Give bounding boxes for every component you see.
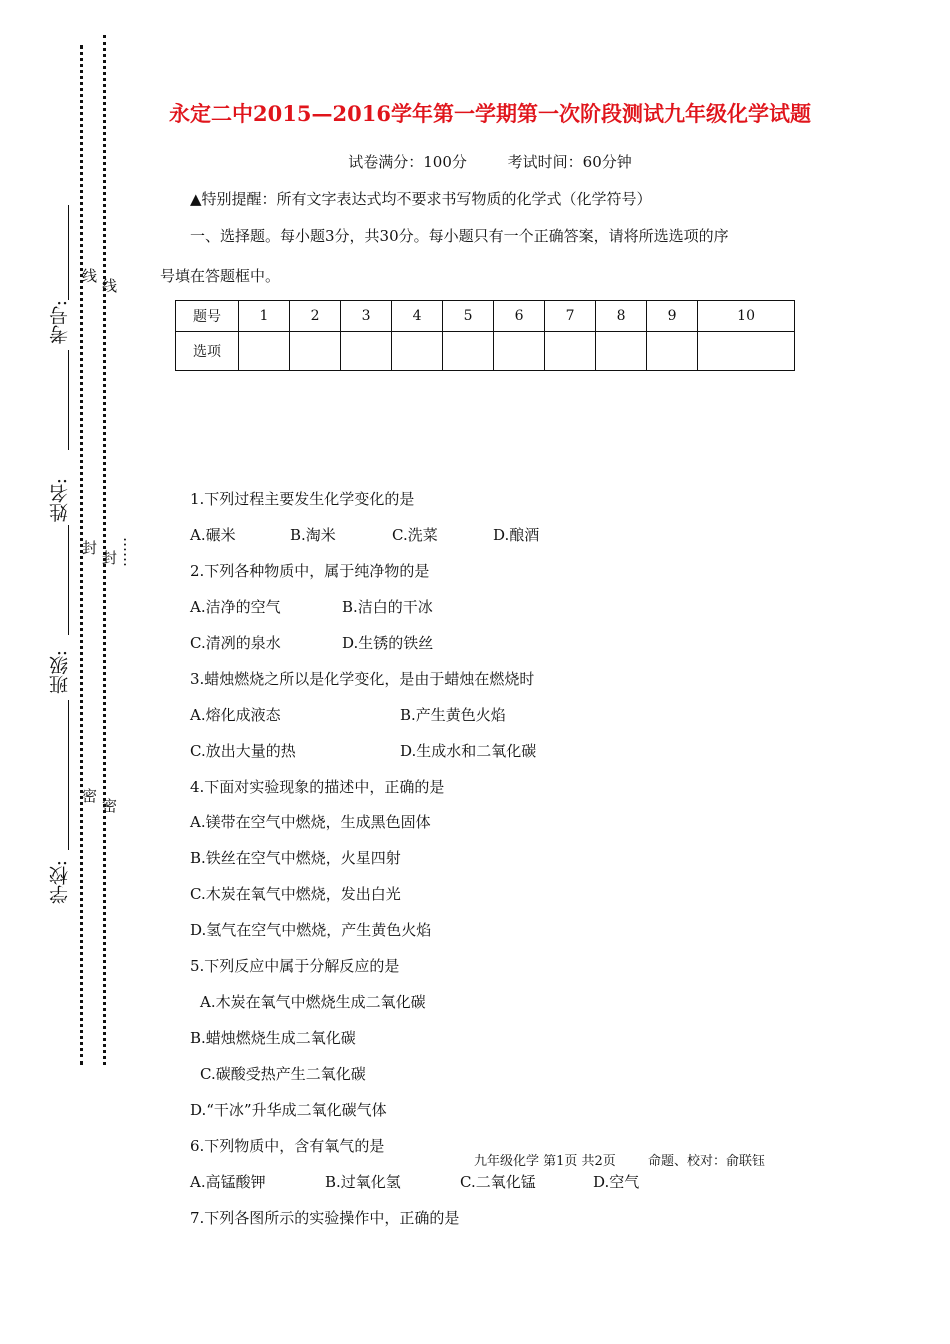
question-3-option-d: D.生成水和二氧化碳 <box>400 742 537 760</box>
question-5-option-a: A.木炭在氧气中燃烧生成二氧化碳 <box>200 993 426 1011</box>
seal-line-mark-1: 线 <box>80 268 98 283</box>
page-number: 九年级化学 第1页 共2页 <box>474 1154 616 1169</box>
answer-table-num: 1 <box>239 301 290 332</box>
question-6-option-a: A.高锰酸钾 <box>190 1173 266 1191</box>
page-footer <box>474 1150 793 1169</box>
question-3-stem: 3.蜡烛燃烧之所以是化学变化，是由于蜡烛在燃烧时 <box>190 670 535 688</box>
seal-secret-mark-2: 密 <box>100 798 118 813</box>
question-1-stem: 1.下列过程主要发生化学变化的是 <box>190 490 415 508</box>
question-1-option-b: B.淘米 <box>290 526 336 544</box>
question-3-option-a: A.熔化成液态 <box>190 706 281 724</box>
answer-cell[interactable] <box>698 332 795 371</box>
name-underline <box>68 525 69 635</box>
question-4-option-d: D.氢气在空气中燃烧，产生黄色火焰 <box>190 921 432 939</box>
exam-time: 考试时间：60分钟 <box>507 153 632 171</box>
question-3-option-c: C.放出大量的热 <box>190 742 296 760</box>
school-label: 学校: <box>49 860 71 905</box>
exam-title: 永定二中2015—2016学年第一学期第一次阶段测试九年级化学试题 <box>169 101 811 126</box>
question-6-option-d: D.空气 <box>593 1173 640 1191</box>
question-6-option-c: C.二氧化锰 <box>460 1173 536 1191</box>
seal-line-mark-2: 线 <box>100 278 118 293</box>
answer-table-num: 4 <box>392 301 443 332</box>
binding-dotted-line-inner <box>80 45 83 1065</box>
answer-cell[interactable] <box>545 332 596 371</box>
question-4-option-c: C.木炭在氧气中燃烧，发出白光 <box>190 885 401 903</box>
question-1-option-d: D.酿酒 <box>493 526 540 544</box>
answer-table-num: 8 <box>596 301 647 332</box>
question-1-option-c: C.洗菜 <box>392 526 438 544</box>
answer-cell[interactable] <box>443 332 494 371</box>
name-label: 姓名: <box>49 478 71 523</box>
answer-table-num: 10 <box>698 301 795 332</box>
answer-table-num: 5 <box>443 301 494 332</box>
question-1-option-a: A.碾米 <box>190 526 236 544</box>
class-underline <box>68 700 69 850</box>
answer-table-num: 7 <box>545 301 596 332</box>
seal-secret-mark-1: 密 <box>80 788 98 803</box>
author-credit: 命题、校对：俞联钰 <box>647 1154 765 1169</box>
full-score: 试卷满分：100分 <box>348 153 467 171</box>
question-2-option-d: D.生锈的铁丝 <box>342 634 434 652</box>
seal-dots-mark: …… <box>120 537 138 567</box>
exam-no-label: 考号: <box>49 300 71 345</box>
special-notice: ▲特别提醒：所有文字表达式均不要求书写物质的化学式（化学符号） <box>190 190 652 208</box>
answer-table-num: 2 <box>290 301 341 332</box>
section1-instructions-line2: 号填在答题框中。 <box>160 267 281 285</box>
question-3-option-b: B.产生黄色火焰 <box>400 706 506 724</box>
question-4-option-a: A.镁带在空气中燃烧，生成黑色固体 <box>190 813 431 831</box>
question-2-option-a: A.洁净的空气 <box>190 598 281 616</box>
answer-table <box>175 300 795 371</box>
question-6-stem: 6.下列物质中，含有氧气的是 <box>190 1137 385 1155</box>
answer-cell[interactable] <box>596 332 647 371</box>
answer-cell[interactable] <box>341 332 392 371</box>
question-4-stem: 4.下面对实验现象的描述中，正确的是 <box>190 778 445 796</box>
question-2-option-c: C.清冽的泉水 <box>190 634 281 652</box>
seal-seal-mark-2: 封 <box>100 550 118 565</box>
question-7-stem: 7.下列各图所示的实验操作中，正确的是 <box>190 1209 460 1227</box>
answer-table-option-label: 选项 <box>176 332 239 371</box>
answer-table-num: 6 <box>494 301 545 332</box>
answer-cell[interactable] <box>647 332 698 371</box>
answer-cell[interactable] <box>239 332 290 371</box>
seal-seal-mark-1: 封 <box>80 540 98 555</box>
exam-meta <box>160 151 820 172</box>
question-2-stem: 2.下列各种物质中，属于纯净物的是 <box>190 562 430 580</box>
question-4-option-b: B.铁丝在空气中燃烧，火星四射 <box>190 849 401 867</box>
question-2-option-b: B.洁白的干冰 <box>342 598 433 616</box>
section1-instructions-line1: 一、选择题。每小题3分，共30分。每小题只有一个正确答案，请将所选选项的序 <box>190 227 729 245</box>
exam-no-underline-2 <box>68 350 69 450</box>
question-5-stem: 5.下列反应中属于分解反应的是 <box>190 957 400 975</box>
answer-cell[interactable] <box>290 332 341 371</box>
answer-table-num: 3 <box>341 301 392 332</box>
exam-no-underline <box>68 205 69 300</box>
answer-cell[interactable] <box>494 332 545 371</box>
question-5-option-b: B.蜡烛燃烧生成二氧化碳 <box>190 1029 356 1047</box>
question-5-option-c: C.碳酸受热产生二氧化碳 <box>200 1065 366 1083</box>
answer-cell[interactable] <box>392 332 443 371</box>
question-5-option-d: D.“干冰”升华成二氧化碳气体 <box>190 1101 387 1119</box>
question-6-option-b: B.过氧化氢 <box>325 1173 401 1191</box>
answer-table-num: 9 <box>647 301 698 332</box>
class-label: 班级: <box>49 650 71 695</box>
answer-table-header-label: 题号 <box>176 301 239 332</box>
